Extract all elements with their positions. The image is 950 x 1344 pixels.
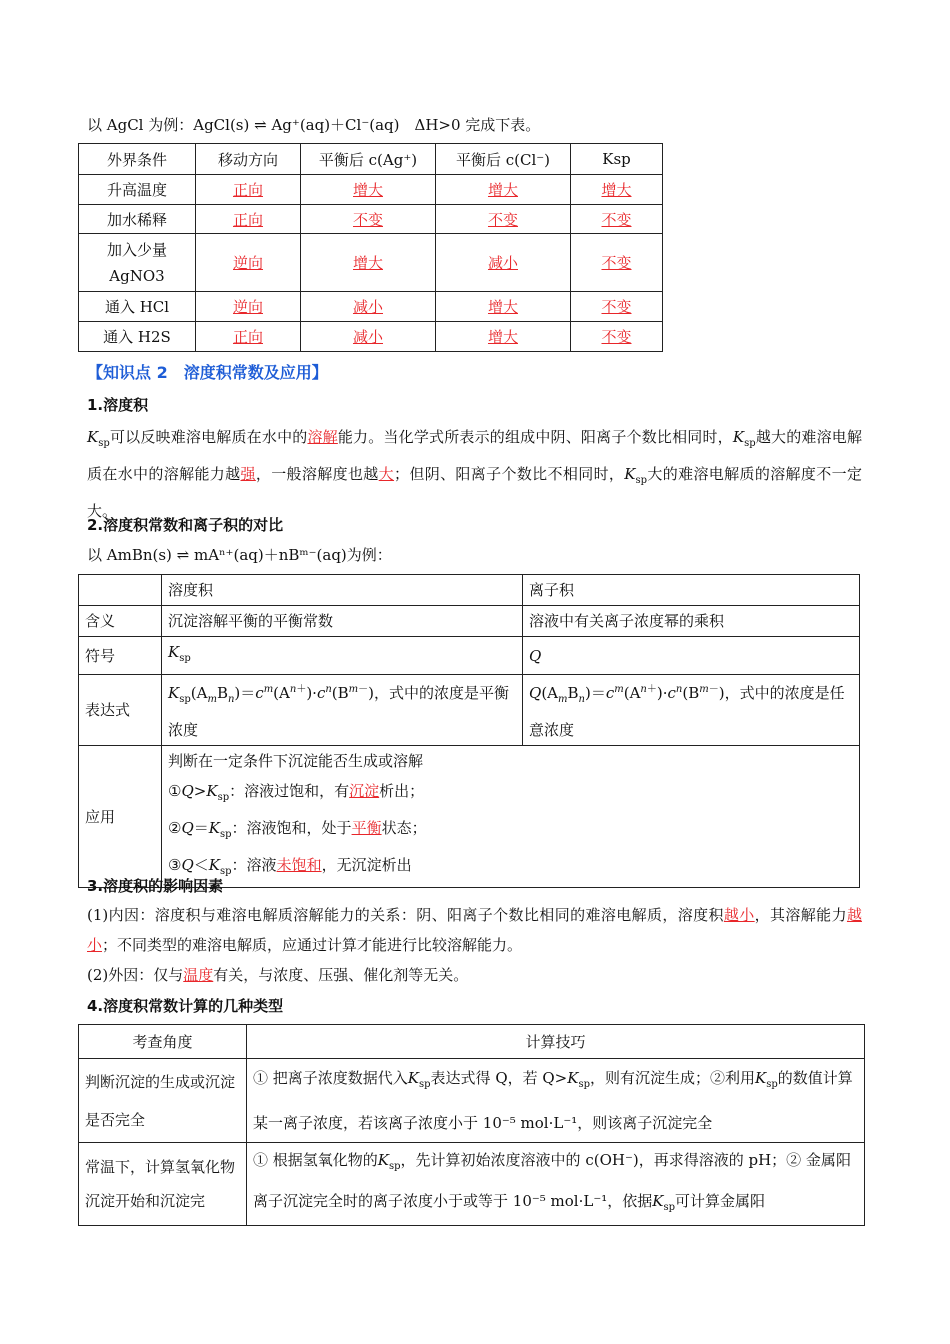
table-cell: 升高温度: [79, 175, 196, 205]
table-row: [79, 175, 663, 205]
table-cell: 不变: [571, 322, 663, 352]
table-cell: 加水稀释: [79, 205, 196, 234]
table-header: 计算技巧: [247, 1025, 865, 1059]
subsection-title: 3.溶度积的影响因素: [87, 877, 224, 895]
table-cell: 增大: [301, 175, 436, 205]
table-row: [79, 1025, 865, 1059]
table-row: [79, 234, 663, 292]
table-row: [79, 1143, 865, 1226]
table-row: [79, 1059, 865, 1143]
table-cell: 增大: [436, 322, 571, 352]
table-row: [79, 575, 860, 606]
table-cell: 判断在一定条件下沉淀能否生成或溶解 $①Q>K_{sp}$：溶液过饱和，有沉淀析出； $②Q=K_{sp}$：溶液饱和，处于平衡状态； $③Q<K_{sp}$：溶液未饱和，无沉淀析出: [162, 746, 860, 888]
table-cell: 逆向: [196, 234, 301, 292]
table-cell: 沉淀溶解平衡的平衡常数: [162, 606, 523, 637]
table-header: 移动方向: [196, 144, 301, 175]
table-cell: Q: [523, 637, 860, 675]
agcl-equilibrium-table: [78, 143, 663, 352]
table-row: [79, 144, 663, 175]
table-row: [79, 292, 663, 322]
table-cell: ① 根据氢氧化物的$K_{sp}$，先计算初始浓度溶液中的 c(OH⁻)，再求得溶液的 pH；② 金属阳离子沉淀完全时的离子浓度小于或等于 10⁻⁵ mol·L⁻¹，依据$K_{sp}$可计算金属阳: [247, 1143, 865, 1226]
ksp-paragraph: $K_{sp}$可以反映难溶电解质在水中的溶解能力。当化学式所表示的组成中阴、阳离子个数比相同时，$K_{sp}$越大的难溶电解质在水中的溶解能力越强，一般溶解度也越大；但阴、阳离子个数比不相同时，$K_{sp}$大的难溶电解质的溶解度不一定大。: [87, 428, 862, 520]
table-cell: 增大: [436, 292, 571, 322]
table-header: 离子积: [523, 575, 860, 606]
table-cell: $K_{sp}$: [162, 637, 523, 675]
table-row: [79, 637, 860, 675]
table-cell: 减小: [301, 322, 436, 352]
table-cell: 溶液中有关离子浓度幂的乘积: [523, 606, 860, 637]
table-row: [79, 322, 663, 352]
table-header: 外界条件: [79, 144, 196, 175]
table-cell: 常温下，计算氢氧化物沉淀开始和沉淀完: [79, 1143, 247, 1226]
table-header: 平衡后 c(Ag⁺): [301, 144, 436, 175]
ksp-vs-q-table: [78, 574, 860, 888]
ambn-intro: 以 AmBn(s) ⇌ mAⁿ⁺(aq)＋nBᵐ⁻(aq)为例：: [87, 546, 392, 564]
subsection-title: 4.溶度积常数计算的几种类型: [87, 997, 284, 1015]
table-cell: 含义: [79, 606, 162, 637]
table-cell: 表达式: [79, 675, 162, 746]
table-row: [79, 205, 663, 234]
table-cell: $K_{sp}(A_mB_n)=c^m(A^{n+})\cdot c^n(B^{m-})$，式中的浓度是平衡浓度: [162, 675, 523, 746]
table-cell: $Q(A_mB_n)=c^m(A^{n+})\cdot c^n(B^{m-})$，式中的浓度是任意浓度: [523, 675, 860, 746]
table-row: [79, 606, 860, 637]
table-row: [79, 746, 860, 888]
table-cell: 通入 H2S: [79, 322, 196, 352]
table-cell: 符号: [79, 637, 162, 675]
table-header: 考查角度: [79, 1025, 247, 1059]
agcl-intro-text: 以 AgCl 为例：AgCl(s) ⇌ Ag⁺(aq)＋Cl⁻(aq) ΔH>0 完成下表。: [87, 116, 541, 134]
table-cell: 不变: [301, 205, 436, 234]
table-cell: 增大: [571, 175, 663, 205]
table-header: Ksp: [571, 144, 663, 175]
table-cell: ① 把离子浓度数据代入$K_{sp}$表达式得 Q，若 $Q>K_{sp}$，则有沉淀生成；②利用$K_{sp}$的数值计算某一离子浓度，若该离子浓度小于 10⁻⁵ mol·L⁻¹，则该离子沉淀完全: [247, 1059, 865, 1143]
influence-paragraph-2: (2)外因：仅与温度有关，与浓度、压强、催化剂等无关。: [87, 966, 469, 984]
table-cell: 不变: [571, 292, 663, 322]
influence-paragraph-1: (1)内因：溶度积与难溶电解质溶解能力的关系：阴、阳离子个数比相同的难溶电解质，溶度积越小，其溶解能力越小；不同类型的难溶电解质，应通过计算才能进行比较溶解能力。: [87, 906, 862, 954]
table-cell: 正向: [196, 205, 301, 234]
subsection-title: 2.溶度积常数和离子积的对比: [87, 516, 284, 534]
table-cell: 增大: [436, 175, 571, 205]
table-cell: 加入少量 AgNO3: [79, 234, 196, 292]
table-cell: 不变: [571, 205, 663, 234]
table-cell: 应用: [79, 746, 162, 888]
table-cell: 增大: [301, 234, 436, 292]
table-header: 溶度积: [162, 575, 523, 606]
table-cell: 通入 HCl: [79, 292, 196, 322]
table-cell: 不变: [436, 205, 571, 234]
table-cell: 减小: [436, 234, 571, 292]
table-cell: 逆向: [196, 292, 301, 322]
table-cell: 判断沉淀的生成或沉淀是否完全: [79, 1059, 247, 1143]
table-cell: 不变: [571, 234, 663, 292]
table-row: [79, 675, 860, 746]
subsection-title: 1.溶度积: [87, 396, 149, 414]
table-cell: [79, 575, 162, 606]
table-header: 平衡后 c(Cl⁻): [436, 144, 571, 175]
table-cell: 正向: [196, 175, 301, 205]
table-cell: 减小: [301, 292, 436, 322]
ksp-calculation-table: [78, 1024, 865, 1226]
agcl-intro: [87, 115, 540, 135]
table-cell: 正向: [196, 322, 301, 352]
section-heading: 【知识点 2 溶度积常数及应用】: [87, 363, 328, 382]
